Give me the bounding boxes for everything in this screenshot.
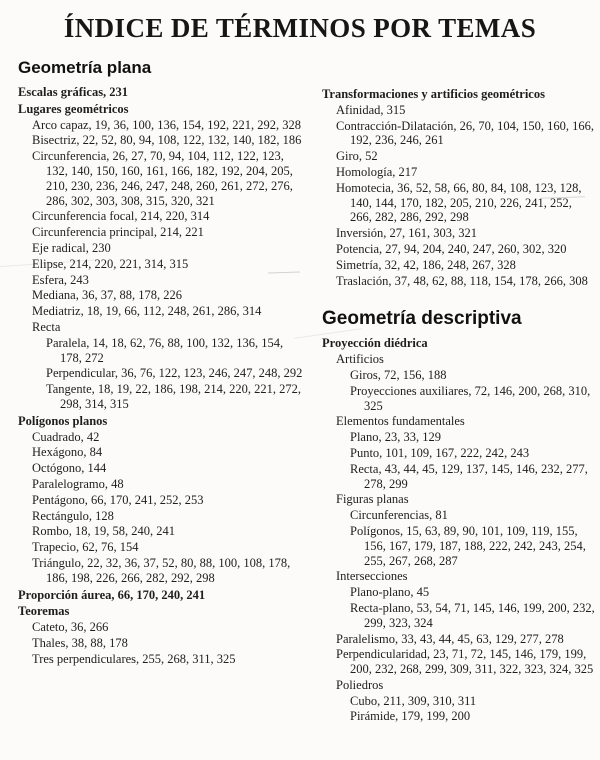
entry-afinidad: Afinidad, 315 [336,102,406,117]
left-column [18,58,308,725]
entry-recta-plano: Recta-plano, 53, 54, 71, 145, 146, 199, 200, 232, 299, 323, 324 [350,600,595,630]
section-heading-geometria-descriptiva: Geometría descriptiva [322,308,522,330]
entry-contraccion-dilatacion: Contracción-Dilatación, 26, 70, 104, 150, 160, 166, 192, 236, 246, 261 [336,118,594,148]
entry-traslacion: Traslación, 37, 48, 62, 88, 118, 154, 178, 266, 308 [336,273,588,288]
entry-esfera: Esfera, 243 [32,272,89,287]
subheading-teoremas: Teoremas [18,604,70,619]
entry-trapecio: Trapecio, 62, 76, 154 [32,540,139,555]
entry-circunferencia: Circunferencia, 26, 27, 70, 94, 104, 112, 122, 123, 132, 140, 150, 160, 161, 166, 182, 192, 204, 205, 210, 230, 236, 246, 247, 248, 260, 261, 272, 276, 286, 302, 303, 308, 315, 320, 321 [32,149,293,208]
entry-plano: Plano, 23, 33, 129 [350,430,441,445]
entry-octogono: Octógono, 144 [32,461,107,476]
entry-poliedros: Poliedros [336,677,384,692]
entry-recta-descriptiva: Recta, 43, 44, 45, 129, 137, 145, 146, 232, 277, 278, 299 [350,461,588,491]
entry-paralelogramo: Paralelogramo, 48 [32,476,124,491]
scanned-index-page [0,13,600,760]
entry-potencia: Potencia, 27, 94, 204, 240, 247, 260, 302, 320 [336,241,567,256]
entry-mediatriz: Mediatriz, 18, 19, 66, 112, 248, 261, 286, 314 [32,304,262,319]
entry-recta-perpendicular: Perpendicular, 36, 76, 122, 123, 246, 247, 248, 292 [46,366,303,381]
columns [0,58,600,725]
right-column [322,58,596,725]
section-heading-geometria-plana: Geometría plana [18,58,152,77]
entry-paralelismo: Paralelismo, 33, 43, 44, 45, 63, 129, 277, 278 [336,631,564,646]
entry-cuadrado: Cuadrado, 42 [32,429,100,444]
entry-bisectriz: Bisectriz, 22, 52, 80, 94, 108, 122, 132, 140, 182, 186 [32,133,302,148]
entry-pentagono: Pentágono, 66, 170, 241, 252, 253 [32,492,204,507]
subheading-proyeccion-diedrica: Proyección diédrica [322,336,428,351]
entry-arco-capaz: Arco capaz, 19, 36, 100, 136, 154, 192, 221, 292, 328 [32,117,302,132]
entry-mediana: Mediana, 36, 37, 88, 178, 226 [32,288,182,303]
entry-thales: Thales, 38, 88, 178 [32,635,128,650]
entry-hexagono: Hexágono, 84 [32,445,103,460]
entry-elementos-fundamentales: Elementos fundamentales [336,414,465,429]
subheading-lugares-geometricos: Lugares geométricos [18,101,129,116]
entry-piramide: Pirámide, 179, 199, 200 [350,709,471,724]
entry-punto: Punto, 101, 109, 167, 222, 242, 243 [350,445,530,460]
entry-homotecia: Homotecia, 36, 52, 58, 66, 80, 84, 108, 123, 128, 140, 144, 170, 182, 205, 210, 226, 241, 252, 266, 282, 286, 292, 298 [336,180,582,225]
entry-circunferencia-focal: Circunferencia focal, 214, 220, 314 [32,209,210,224]
subheading-escalas-graficas: Escalas gráficas, 231 [18,85,129,99]
entry-eje-radical: Eje radical, 230 [32,240,111,255]
subheading-poligonos-planos: Polígonos planos [18,413,108,428]
entry-recta-paralela: Paralela, 14, 18, 62, 76, 88, 100, 132, 136, 154, 178, 272 [46,335,284,365]
entry-poligonos: Polígonos, 15, 63, 89, 90, 101, 109, 119, 155, 156, 167, 179, 187, 188, 222, 242, 243, 254, 255, 267, 268, 287 [350,523,586,568]
entry-artificios: Artificios [336,352,384,367]
entry-figuras-planas: Figuras planas [336,492,409,507]
entry-giro: Giro, 52 [336,149,378,164]
entry-cateto: Cateto, 36, 266 [32,620,109,635]
entry-recta-tangente: Tangente, 18, 19, 22, 186, 198, 214, 220, 221, 272, 298, 314, 315 [46,382,302,411]
entry-circunferencia-principal: Circunferencia principal, 214, 221 [32,225,204,240]
entry-cubo: Cubo, 211, 309, 310, 311 [350,693,477,708]
entry-simetria: Simetría, 32, 42, 186, 248, 267, 328 [336,257,516,272]
entry-recta: Recta [32,319,61,334]
entry-homologia: Homología, 217 [336,164,418,179]
entry-proyecciones-auxiliares: Proyecciones auxiliares, 72, 146, 200, 268, 310, 325 [350,383,591,413]
entry-triangulo: Triángulo, 22, 32, 36, 37, 52, 80, 88, 100, 108, 178, 186, 198, 226, 266, 282, 292, 298 [32,555,291,585]
subheading-proporcion-aurea: Proporción áurea, 66, 170, 240, 241 [18,587,206,602]
subheading-transformaciones: Transformaciones y artificios geométricos [322,87,545,101]
entry-perpendicularidad: Perpendicularidad, 23, 71, 72, 145, 146, 179, 199, 200, 232, 268, 299, 309, 311, 322, 323, 324, 325 [336,647,594,677]
entry-intersecciones: Intersecciones [336,569,408,584]
page-title: ÍNDICE DE TÉRMINOS POR TEMAS [63,13,537,43]
entry-plano-plano: Plano-plano, 45 [350,585,430,600]
entry-giros: Giros, 72, 156, 188 [350,367,447,382]
entry-elipse: Elipse, 214, 220, 221, 314, 315 [32,256,189,271]
entry-rombo: Rombo, 18, 19, 58, 240, 241 [32,524,176,539]
entry-tres-perpendiculares: Tres perpendiculares, 255, 268, 311, 325 [32,651,236,666]
entry-circunferencias: Circunferencias, 81 [350,508,448,523]
entry-rectangulo: Rectángulo, 128 [32,508,114,523]
entry-inversion: Inversión, 27, 161, 303, 321 [336,226,477,241]
